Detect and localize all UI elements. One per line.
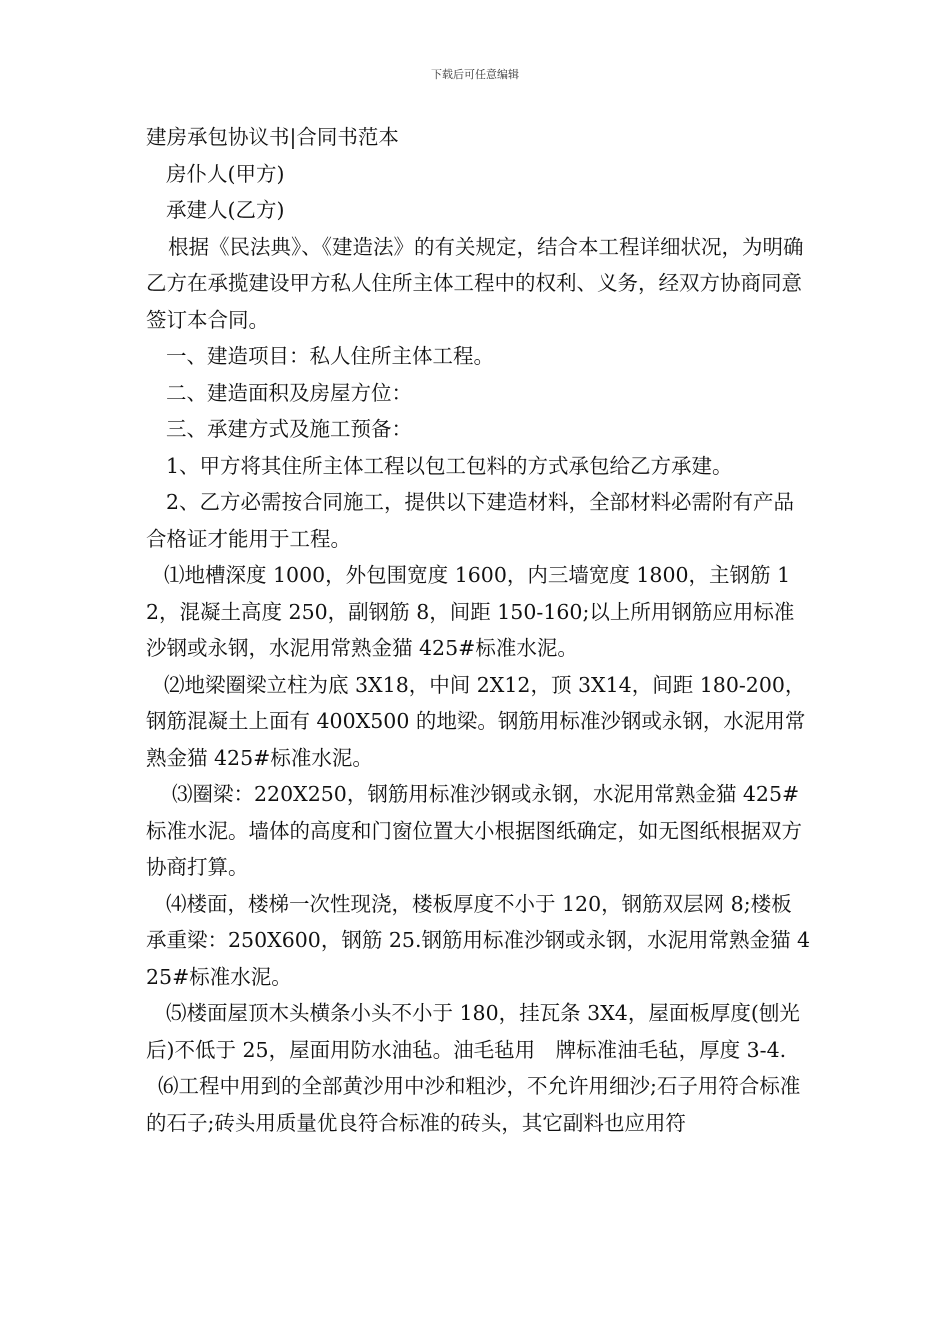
paragraph-clause-2: ⑵地梁圈梁立柱为底 3X18，中间 2X12，顶 3X14，间距 180-200，钢筋混凝土上面有 400X500 的地梁。钢筋用标准沙钢或永钢，水泥用常熟金猫 425#标准水泥。 bbox=[146, 672, 806, 770]
paragraph-owner: 房仆人(甲方) bbox=[166, 161, 285, 186]
header-note: 下载后可任意编辑 bbox=[431, 68, 519, 81]
paragraph-item-1: 1、甲方将其住所主体工程以包工包料的方式承包给乙方承建。 bbox=[166, 453, 733, 478]
paragraph-clause-1: ⑴地槽深度 1000，外包围宽度 1600，内三墙宽度 1800，主钢筋 12，混凝土高度 250，副钢筋 8，间距 150-160;以上所用钢筋应用标准沙钢或永钢，水泥用常熟金猫 425#标准水泥。 bbox=[146, 563, 795, 660]
document-body bbox=[146, 119, 811, 1141]
paragraph-section-1: 一、建造项目：私人住所主体工程。 bbox=[166, 344, 494, 368]
document-title: 建房承包协议书|合同书范本 bbox=[146, 125, 399, 149]
paragraph-clause-6: ⑹工程中用到的全部黄沙用中沙和粗沙，不允许用细沙;石子用符合标准的石子;砖头用质量优良符合标准的砖头，其它副料也应用符 bbox=[146, 1074, 801, 1135]
paragraph-section-2: 二、建造面积及房屋方位： bbox=[166, 380, 412, 405]
paragraph-section-3: 三、承建方式及施工预备： bbox=[166, 417, 412, 441]
paragraph-contractor: 承建人(乙方) bbox=[166, 198, 285, 222]
paragraph-clause-4: ⑷楼面，楼梯一次性现浇，楼板厚度不小于 120，钢筋双层网 8;楼板承重梁：250X600，钢筋 25.钢筋用标准沙钢或永钢，水泥用常熟金猫 425#标准水泥。 bbox=[146, 891, 811, 989]
paragraph-item-2: 2、乙方必需按合同施工，提供以下建造材料，全部材料必需附有产品合格证才能用于工程。 bbox=[146, 490, 795, 551]
paragraph-clause-5: ⑸楼面屋顶木头横条小头不小于 180，挂瓦条 3X4，屋面板厚度(刨光后)不低于 25，屋面用防水油毡。油毛毡用 牌标准油毛毡，厚度 3-4. bbox=[146, 1001, 800, 1062]
paragraph-clause-3: ⑶圈梁：220X250，钢筋用标准沙钢或永钢，水泥用常熟金猫 425#标准水泥。墙体的高度和门窗位置大小根据图纸确定，如无图纸根据双方协商打算。 bbox=[146, 782, 802, 879]
paragraph-preamble: 根据《民法典》、《建造法》的有关规定，结合本工程详细状况，为明确乙方在承揽建设甲方私人住所主体工程中的权利、义务，经双方协商同意签订本合同。 bbox=[146, 234, 804, 332]
